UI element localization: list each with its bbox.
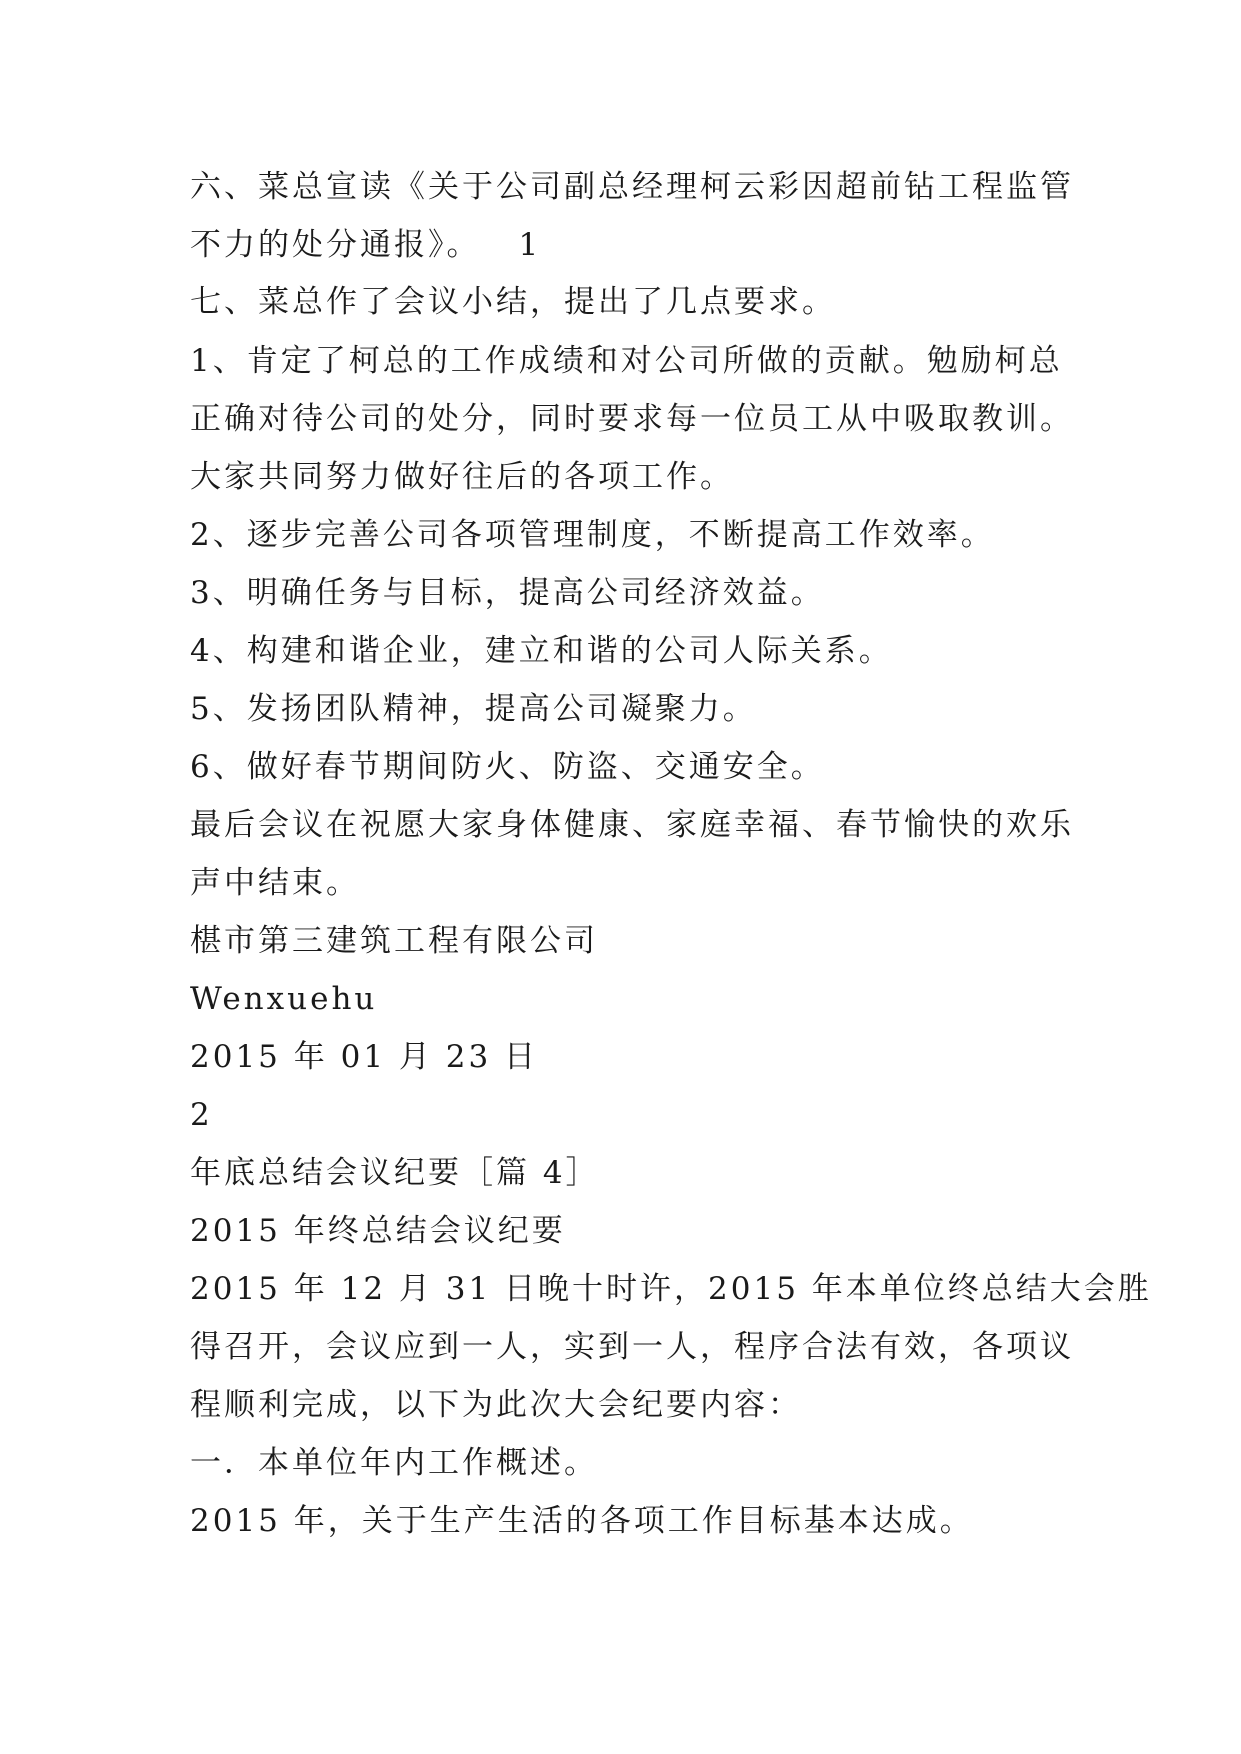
text-line: 声中结束。 bbox=[190, 865, 360, 901]
text-line: 2、逐步完善公司各项管理制度，不断提高工作效率。 bbox=[190, 517, 995, 553]
document-title: 2015 年终总结会议纪要 bbox=[190, 1213, 566, 1249]
text-line: 5、发扬团队精神，提高公司凝聚力。 bbox=[190, 691, 757, 727]
text-line: 正确对待公司的处分，同时要求每一位员工从中吸取教训。 bbox=[190, 401, 1074, 437]
text-line: 得召开，会议应到一人，实到一人，程序合法有效，各项议 bbox=[190, 1329, 1074, 1365]
text-line: 1、肯定了柯总的工作成绩和对公司所做的贡献。勉励柯总 bbox=[190, 343, 1063, 379]
text-line: 4、构建和谐企业，建立和谐的公司人际关系。 bbox=[190, 633, 893, 669]
text-line: 大家共同努力做好往后的各项工作。 bbox=[190, 459, 734, 495]
text-line: 最后会议在祝愿大家身体健康、家庭幸福、春节愉快的欢乐 bbox=[190, 807, 1074, 843]
company-name: 椹市第三建筑工程有限公司 bbox=[190, 923, 598, 959]
section-heading: 年底总结会议纪要［篇 4］ bbox=[190, 1155, 600, 1191]
text-line: 2015 年，关于生产生活的各项工作目标基本达成。 bbox=[190, 1503, 974, 1539]
text-line: 六、菜总宣读《关于公司副总经理柯云彩因超前钻工程监管 bbox=[190, 169, 1074, 205]
document-date: 2015 年 01 月 23 日 bbox=[190, 1039, 539, 1075]
text-line: 一．本单位年内工作概述。 bbox=[190, 1445, 598, 1481]
text-line: 3、明确任务与目标，提高公司经济效益。 bbox=[190, 575, 825, 611]
text-line: 6、做好春节期间防火、防盗、交通安全。 bbox=[190, 749, 825, 785]
page-number: 2 bbox=[190, 1097, 213, 1133]
text-line: 2015 年 12 月 31 日晚十时许，2015 年本单位终总结大会胜 bbox=[190, 1271, 1152, 1307]
author-name: Wenxuehu bbox=[190, 981, 378, 1017]
text-line: 程顺利完成，以下为此次大会纪要内容： bbox=[190, 1387, 802, 1423]
text-line-content: 不力的处分通报》。 bbox=[190, 227, 481, 263]
page-number: 1 bbox=[518, 227, 542, 263]
text-line bbox=[190, 220, 1070, 270]
text-line: 七、菜总作了会议小结，提出了几点要求。 bbox=[190, 284, 836, 320]
